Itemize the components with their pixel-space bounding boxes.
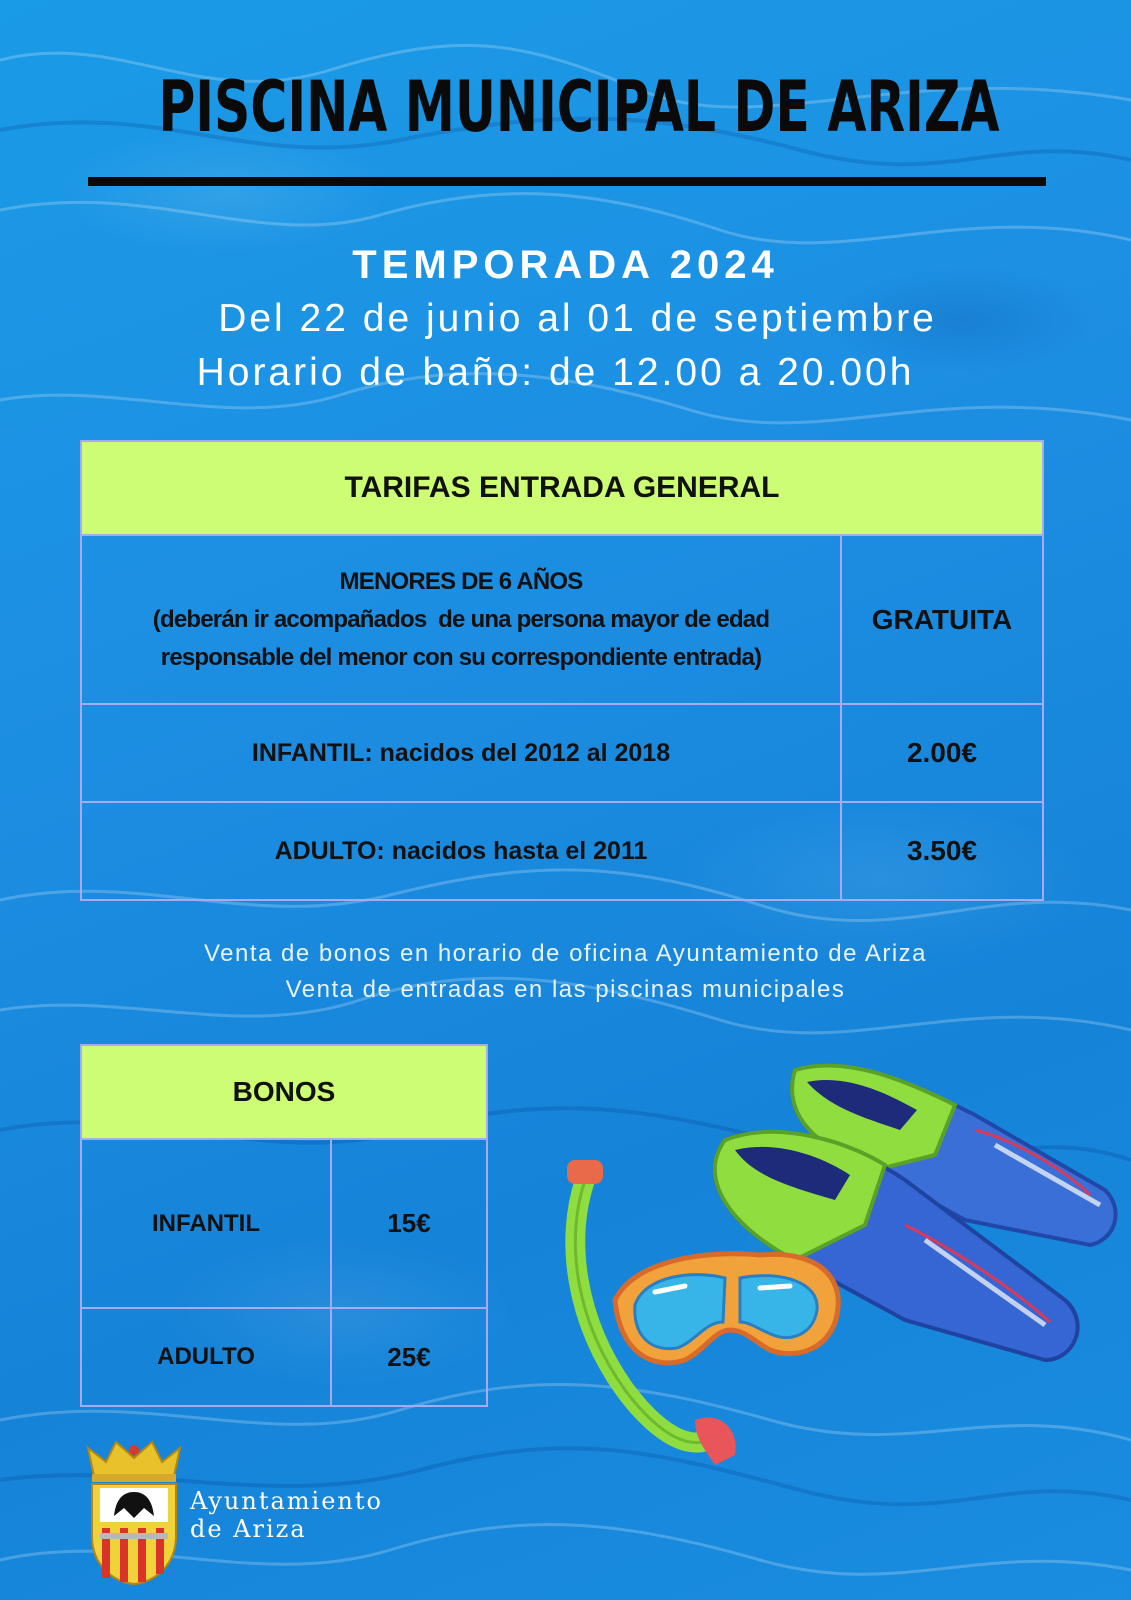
- bonos-heading: BONOS: [81, 1045, 487, 1139]
- general-rates-table: [80, 440, 1044, 901]
- page-title: PISCINA MUNICIPAL DE ARIZA: [158, 66, 1000, 148]
- coat-of-arms-icon: [80, 1436, 188, 1586]
- rate-category-note-line1: (deberán ir acompañados de una persona mayor de edad: [152, 605, 770, 633]
- table-row: [81, 1308, 487, 1406]
- rate-category-adult: ADULTO: nacidos hasta el 2011: [81, 802, 841, 900]
- brand-line-2: de Ariza: [190, 1515, 307, 1543]
- rate-category-child: INFANTIL: nacidos del 2012 al 2018: [81, 704, 841, 802]
- brand-line-1: Ayuntamiento: [190, 1487, 383, 1515]
- rate-price-adult: 3.50€: [841, 802, 1043, 900]
- rate-category-title: MENORES DE 6 AÑOS: [339, 567, 583, 595]
- rate-category-under-6: [81, 535, 841, 704]
- bonos-table: [80, 1044, 488, 1407]
- table-row: [81, 535, 1043, 704]
- sales-note-passes: Venta de bonos en horario de oficina Ayuntamiento de Ariza: [203, 940, 927, 967]
- season-label: TEMPORADA 2024: [352, 243, 779, 287]
- municipality-brand: [190, 1487, 383, 1543]
- table-row: [81, 1139, 487, 1308]
- bono-category-child: INFANTIL: [81, 1139, 331, 1308]
- rate-category-note-line2: responsable del menor con su correspondiente entrada): [160, 643, 762, 671]
- title-underline: [88, 177, 1046, 186]
- season-dates: Del 22 de junio al 01 de septiembre: [218, 297, 937, 340]
- table-row: [81, 802, 1043, 900]
- bono-price-child: 15€: [331, 1139, 487, 1308]
- rate-price-under-6: GRATUITA: [841, 535, 1043, 704]
- bathing-hours: Horario de baño: de 12.00 a 20.00h: [196, 351, 915, 394]
- sales-note-tickets: Venta de entradas en las piscinas municipales: [285, 976, 846, 1003]
- rate-price-child: 2.00€: [841, 704, 1043, 802]
- table-row: [81, 704, 1043, 802]
- bono-category-adult: ADULTO: [81, 1308, 331, 1406]
- general-rates-heading: TARIFAS ENTRADA GENERAL: [81, 441, 1043, 535]
- bono-price-adult: 25€: [331, 1308, 487, 1406]
- snorkel-and-fins-illustration: [545, 1060, 1131, 1520]
